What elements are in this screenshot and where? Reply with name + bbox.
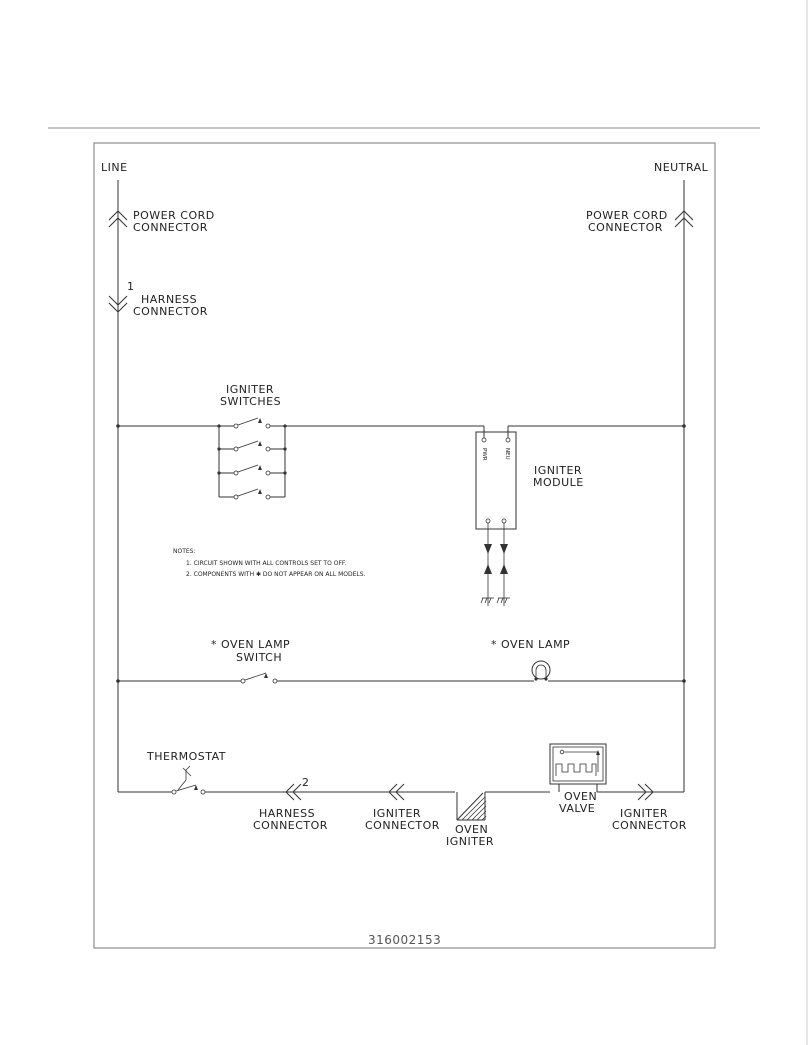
igniter-switches-label-1: IGNITER: [226, 383, 275, 396]
harness-1-label-1: HARNESS: [141, 293, 198, 306]
oven-igniter: [457, 792, 486, 820]
junction-dot: [682, 424, 686, 428]
harness-2-label-2: CONNECTOR: [253, 819, 328, 832]
harness-1-label-2: CONNECTOR: [133, 305, 208, 318]
junction-dot: [682, 679, 686, 683]
note-2: 2. COMPONENTS WITH ✱ DO NOT APPEAR ON ALL MODELS.: [186, 571, 366, 578]
neutral-label: NEUTRAL: [654, 161, 709, 174]
oven-lamp-switch: [241, 673, 277, 683]
oven-valve-label-1: OVEN: [564, 790, 598, 803]
igniter-switches-label-2: SWITCHES: [220, 395, 282, 408]
harness-1-number: 1: [127, 280, 135, 293]
junction-dot: [116, 424, 120, 428]
part-number: 316002153: [368, 933, 442, 947]
thermostat-switch: [172, 766, 205, 794]
oven-lamp-switch-label-1: * OVEN LAMP: [211, 638, 291, 651]
igniter-connector-left-label-2: CONNECTOR: [365, 819, 440, 832]
igniter-connector-left-label-1: IGNITER: [373, 807, 422, 820]
power-cord-left-label-1: POWER CORD: [133, 209, 215, 222]
power-cord-right-label-2: CONNECTOR: [588, 221, 663, 234]
notes-heading: NOTES:: [173, 548, 196, 555]
pwr-terminal-label: PWR: [481, 448, 487, 461]
oven-valve-label-2: VALVE: [559, 802, 596, 815]
power-cord-right-label-1: POWER CORD: [586, 209, 668, 222]
igniter-switches: [217, 418, 286, 499]
oven-lamp-label: * OVEN LAMP: [491, 638, 571, 651]
igniter-connector-right-label-2: CONNECTOR: [612, 819, 687, 832]
oven-lamp-bulb: [532, 661, 550, 681]
igniter-connector-right-label-1: IGNITER: [620, 807, 669, 820]
junction-dot: [116, 679, 120, 683]
oven-igniter-label-2: IGNITER: [446, 835, 495, 848]
harness-2-number: 2: [302, 776, 310, 789]
igniter-module-label-2: MODULE: [533, 476, 584, 489]
igniter-module-label-1: IGNITER: [534, 464, 583, 477]
oven-lamp-switch-label-2: SWITCH: [236, 651, 283, 664]
harness-2-label-1: HARNESS: [259, 807, 316, 820]
power-cord-left-label-2: CONNECTOR: [133, 221, 208, 234]
oven-igniter-label-1: OVEN: [455, 823, 489, 836]
thermostat-label: THERMOSTAT: [147, 750, 226, 763]
neu-terminal-label: NEU: [504, 448, 510, 460]
line-label: LINE: [101, 161, 128, 174]
note-1: 1. CIRCUIT SHOWN WITH ALL CONTROLS SET TO OFF.: [186, 560, 347, 567]
oven-valve: [550, 744, 606, 792]
